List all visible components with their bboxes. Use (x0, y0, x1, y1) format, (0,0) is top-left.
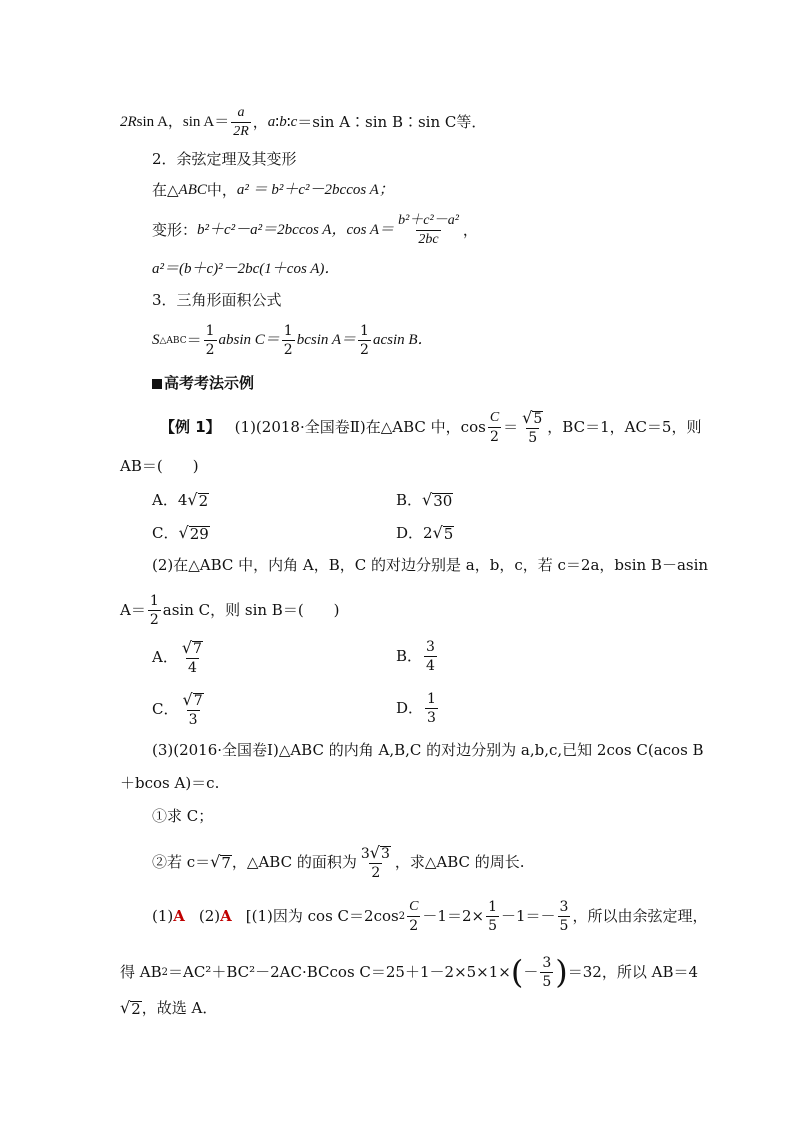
q1-option-d[interactable] (396, 525, 454, 542)
fraction-half (282, 324, 295, 357)
solution-text-pre: [(1)因为 cos C＝2cos (245, 907, 399, 925)
fraction-1-over-3 (425, 692, 438, 725)
radicand: 29 (189, 525, 209, 543)
fraction-denominator: 5 (488, 918, 497, 934)
left-paren: ( (510, 952, 524, 991)
ratio-text: ＝sin A∶sin B∶sin C等． (297, 113, 487, 131)
solution-text-mid: －1＝2× (422, 907, 485, 925)
fraction-denominator: 2 (409, 918, 419, 934)
q1-text-a: (1)(2018·全国卷Ⅱ)在△ABC 中，cos (234, 418, 486, 436)
deform-expr: b²＋c²－a²＝2bccos A，cos A＝ (197, 222, 395, 238)
sqrt-7: √ 7 (210, 852, 231, 872)
minus-sign: － (523, 963, 539, 981)
fraction-denominator: 2 (283, 342, 293, 358)
fraction-numerator: 3 (559, 899, 569, 915)
q1-option-b[interactable] (396, 492, 453, 509)
fraction-numerator: 1 (149, 593, 159, 609)
radicand: 5 (443, 525, 454, 543)
q2-text-post: asin C，则 sin B＝( ) (162, 601, 340, 619)
fraction-a-over-2R (231, 106, 251, 139)
q3-sub2-text-c: ，求△ABC 的周长. (394, 853, 525, 871)
section-title-text: 3．三角形面积公式 (152, 291, 282, 309)
fraction-root5-over-5 (520, 410, 545, 445)
option-label: B． (396, 647, 423, 665)
ex1-q3-line1 (152, 743, 704, 758)
deform-label: 变形： (152, 221, 198, 239)
fraction-cosA (396, 214, 461, 247)
radicand: 3 (380, 846, 390, 862)
q1-option-c[interactable] (152, 525, 210, 542)
fraction-C-over-2 (488, 411, 501, 444)
fraction-root7-over-4 (180, 640, 205, 675)
fraction-denominator: 2R (233, 124, 249, 139)
right-paren: ) (555, 952, 568, 991)
fraction-numerator: 1 (283, 323, 293, 339)
q3-sub1-text: ①求 C； (152, 807, 214, 825)
sqrt-5: √ 5 (522, 408, 543, 427)
term-2: bcsin A＝ (296, 332, 357, 348)
fraction-denominator: 2 (205, 342, 215, 358)
line-cosine-law (152, 183, 394, 198)
deform2-expr: a²＝(b＋c)²－2bc(1＋cos A)． (152, 261, 340, 277)
answer-line1: (1) A (2) A [(1)因为 cos C＝2cos 2 $\frac{C}{2}$ －1＝2× $\frac{1}{5}$ －1＝－ $\frac{3}{5}$ ，所以由余弦定理， (152, 899, 708, 934)
sqrt-3: √ 3 (369, 843, 390, 862)
exam-heading-text: 高考考法示例 (164, 374, 255, 392)
answer-1-label: (1) (152, 907, 174, 925)
option-label: A．4 (152, 491, 188, 509)
fraction-1-over-5 (486, 900, 499, 933)
fraction-numerator: 3 (426, 639, 435, 655)
ex1-q3-sub1 (152, 809, 213, 824)
fraction-numerator: 1 (427, 691, 436, 707)
line-sine-law (120, 106, 486, 139)
q2-option-b[interactable] (396, 640, 439, 673)
fraction-root7-over-3 (180, 692, 205, 727)
fraction-half (358, 324, 371, 357)
fraction-half (148, 594, 161, 627)
option-label: A． (152, 648, 178, 666)
square-bullet-icon (152, 379, 162, 389)
fraction-denominator: 3 (427, 710, 436, 726)
ratio-sign: ∶ (275, 113, 280, 131)
radicand: 7 (193, 641, 202, 657)
section-title-text: 2．余弦定理及其变形 (152, 150, 297, 168)
q1-text-b: ，BC＝1，AC＝5，则 (547, 418, 702, 436)
comma: ， (252, 113, 268, 131)
answer-1-letter: A (173, 907, 185, 925)
answer-line3 (120, 1000, 217, 1017)
fraction-numerator: 1 (360, 323, 369, 339)
section-title-area (152, 293, 282, 308)
fraction-3-over-4 (424, 640, 437, 673)
comma: ， (462, 221, 478, 239)
sqrt-5: √ 5 (432, 523, 454, 543)
cosine-formula: a² ＝ b²＋c²－2bccos A； (236, 182, 394, 198)
solution-text-mid2: －1＝－ (501, 907, 556, 925)
sqrt-2: √ 2 (187, 490, 209, 510)
fraction-numerator: a (237, 105, 245, 120)
fraction-denominator: 2 (371, 865, 381, 881)
fraction-numerator: C (409, 899, 419, 914)
solution-l2-mid: ＝AC²＋BC²－2AC·BCcos C＝25＋1－2×5×1× (168, 963, 511, 981)
fraction-3root3-over-2 (359, 845, 393, 880)
var-S: S (152, 332, 160, 348)
sqrt-7: √ 7 (182, 690, 203, 709)
fraction-numerator (359, 845, 393, 863)
exam-heading (152, 376, 254, 391)
ratio-sign: ∶ (286, 113, 291, 131)
fraction-denominator: 2 (360, 342, 369, 358)
var-a: a (267, 114, 276, 130)
answer-2-letter: A (220, 907, 232, 925)
text-mid: 中， (206, 181, 237, 199)
solution-l2-pre: 得 AB (120, 963, 162, 981)
term-3: acsin B． (372, 332, 433, 348)
fraction-3-over-5 (558, 900, 571, 933)
fraction-numerator: 3 (542, 955, 552, 971)
text-2R: 2R (120, 114, 137, 130)
option-label: D． (396, 699, 424, 717)
fraction-half (204, 324, 217, 357)
fraction-denominator: 5 (559, 918, 569, 934)
example-label: 【例 1】 (160, 418, 221, 436)
section-title-cosine (152, 152, 297, 167)
fraction-denominator: 4 (187, 660, 197, 676)
fraction-denominator: 5 (542, 974, 552, 990)
solution-text-end: ，所以由余弦定理， (572, 907, 708, 925)
sqrt-30: √ 30 (422, 490, 453, 510)
equals: ＝ (503, 418, 519, 436)
text-sinA: sin A，sin A＝ (136, 114, 230, 130)
line-area-formula: S △ABC ＝ $\frac{1}{2}$ absin C＝ $\frac{1}{2}$ bcsin A＝ $\frac{1}{2}$ acsin B． (152, 323, 433, 358)
ex1-q3-line2 (120, 776, 219, 791)
q1-text-c: AB＝( ) (120, 457, 199, 475)
option-label: C． (152, 700, 179, 718)
sqrt-2: √ 2 (120, 998, 141, 1018)
solution-l3-end: ，故选 A． (141, 999, 218, 1017)
fraction-denominator: 5 (528, 430, 538, 446)
radicand: 7 (221, 854, 231, 872)
var-c: c (290, 114, 298, 130)
line-deform (152, 214, 478, 247)
q2-option-c[interactable] (152, 692, 208, 727)
q2-option-d[interactable] (396, 692, 440, 725)
q3-text-b: ＋bcos A)＝c. (120, 774, 220, 792)
option-label: B． (396, 491, 423, 509)
ex1-q1-line1 (160, 410, 701, 445)
ex1-q1-line2 (120, 459, 199, 474)
option-label: C． (152, 524, 179, 542)
option-label: D．2 (396, 524, 433, 542)
answer-2-label: (2) (198, 907, 221, 925)
q3-text-a: (3)(2016·全国卷Ⅰ)△ABC 的内角 A,B,C 的对边分别为 a,b,c,已知 2cos C(acos B (152, 741, 704, 759)
answer-line2: 得 AB 2 ＝AC²＋BC²－2AC·BCcos C＝25＋1－2×5×1× ( － $\frac{3}{5}$ ) ＝32，所以 AB＝4 (120, 952, 699, 991)
ex1-q2-line2 (120, 594, 340, 627)
fraction-numerator: b²＋c²－a² (398, 213, 459, 228)
fraction-denominator: 4 (426, 658, 435, 674)
q3-sub2-text-b: ，△ABC 的面积为 (231, 853, 357, 871)
q3-sub2-text-a: ②若 c＝ (152, 853, 211, 871)
radicand: 2 (131, 1000, 141, 1018)
solution-l2-end: ＝32，所以 AB＝4 (567, 963, 699, 981)
q2-option-a[interactable] (152, 640, 207, 675)
q2-text-a: (2)在△ABC 中，内角 A，B，C 的对边分别是 a，b，c，若 c＝2a，bsin B－asin (152, 556, 709, 574)
radicand: 2 (198, 492, 209, 510)
triangle-name: ABC (178, 182, 207, 198)
line-deform2 (152, 262, 339, 277)
fraction-C-over-2 (407, 900, 420, 933)
radicand: 5 (533, 411, 543, 427)
radicand: 30 (433, 492, 453, 510)
fraction-denominator: 2 (490, 429, 499, 445)
fraction-3-over-5 (540, 956, 553, 989)
equals: ＝ (186, 331, 202, 349)
coefficient: 3 (360, 846, 370, 862)
ex1-q2-line1 (152, 558, 708, 573)
fraction-numerator: 1 (488, 899, 497, 915)
q1-option-a[interactable] (152, 492, 209, 509)
q2-text-pre: A＝ (120, 601, 146, 619)
fraction-numerator: C (489, 410, 500, 425)
fraction-denominator: 2 (149, 612, 159, 628)
fraction-denominator: 2bc (418, 232, 439, 247)
term-1: absin C＝ (218, 332, 280, 348)
fraction-numerator: 1 (205, 323, 215, 339)
var-b: b (279, 114, 287, 130)
fraction-denominator: 3 (188, 712, 198, 728)
text-pre: 在△ (152, 181, 179, 199)
ex1-q3-sub2 (152, 845, 525, 880)
radicand: 7 (193, 693, 203, 709)
sqrt-7: √ 7 (181, 638, 202, 657)
sqrt-29: √ 29 (178, 523, 209, 543)
